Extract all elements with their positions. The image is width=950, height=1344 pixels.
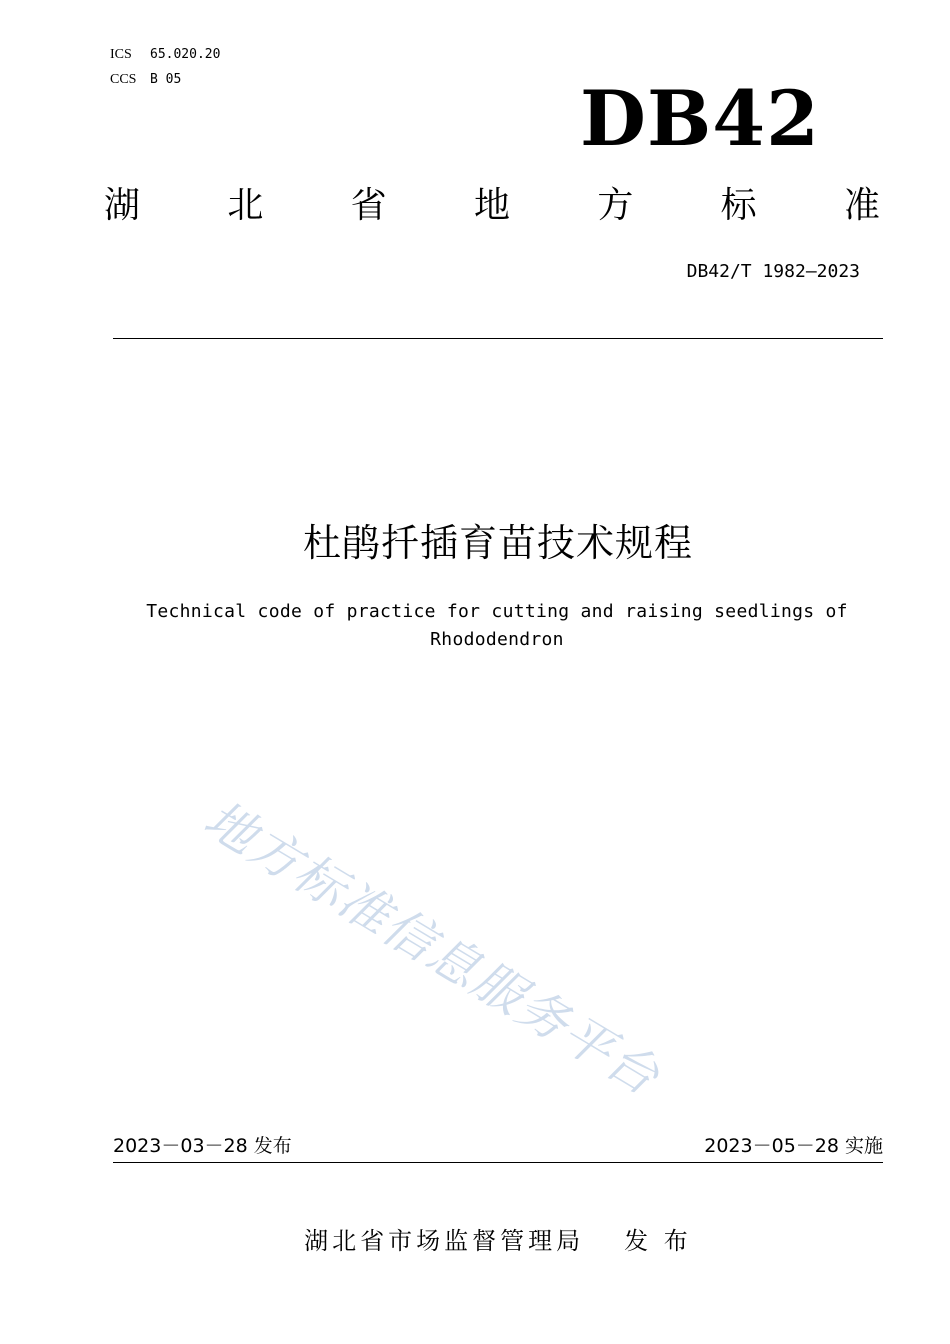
ics-label: ICS (110, 47, 132, 62)
ccs-label: CCS (110, 72, 137, 87)
watermark: 地方标准信息服务平台 (194, 789, 671, 1107)
standard-type (104, 180, 880, 232)
standard-type-char: 方 (597, 185, 634, 226)
issue-date: 2023－03－28 发布 (113, 1135, 292, 1157)
title-en-line-1: Technical code of practice for cutting and raising seedlings of (146, 601, 848, 622)
ccs-value: B 05 (150, 72, 182, 87)
standard-type-char: 标 (720, 185, 757, 226)
standard-type-char: 地 (473, 185, 510, 226)
footer-divider (113, 1162, 883, 1163)
standard-mark: DB42 (580, 74, 820, 163)
standard-number: DB42/T 1982—2023 (686, 261, 860, 282)
ics-value: 65.020.20 (150, 47, 221, 62)
title-en-line-2: Rhododendron (430, 629, 564, 650)
publisher-action: 发 布 (624, 1227, 692, 1255)
publisher-name: 湖北省市场监督管理局 (304, 1227, 585, 1255)
ccs-row (110, 71, 181, 89)
standard-type-char: 省 (350, 185, 387, 226)
implement-date: 2023－05－28 实施 (704, 1135, 883, 1157)
publisher-line (0, 1224, 950, 1258)
header-divider (113, 338, 883, 339)
standard-type-char: 北 (227, 185, 264, 226)
standard-type-char: 准 (843, 185, 880, 226)
document-title-en (125, 598, 869, 654)
ics-row (110, 46, 220, 64)
document-title-cn: 杜鹃扦插育苗技术规程 (302, 521, 693, 565)
standard-type-char: 湖 (104, 185, 141, 226)
